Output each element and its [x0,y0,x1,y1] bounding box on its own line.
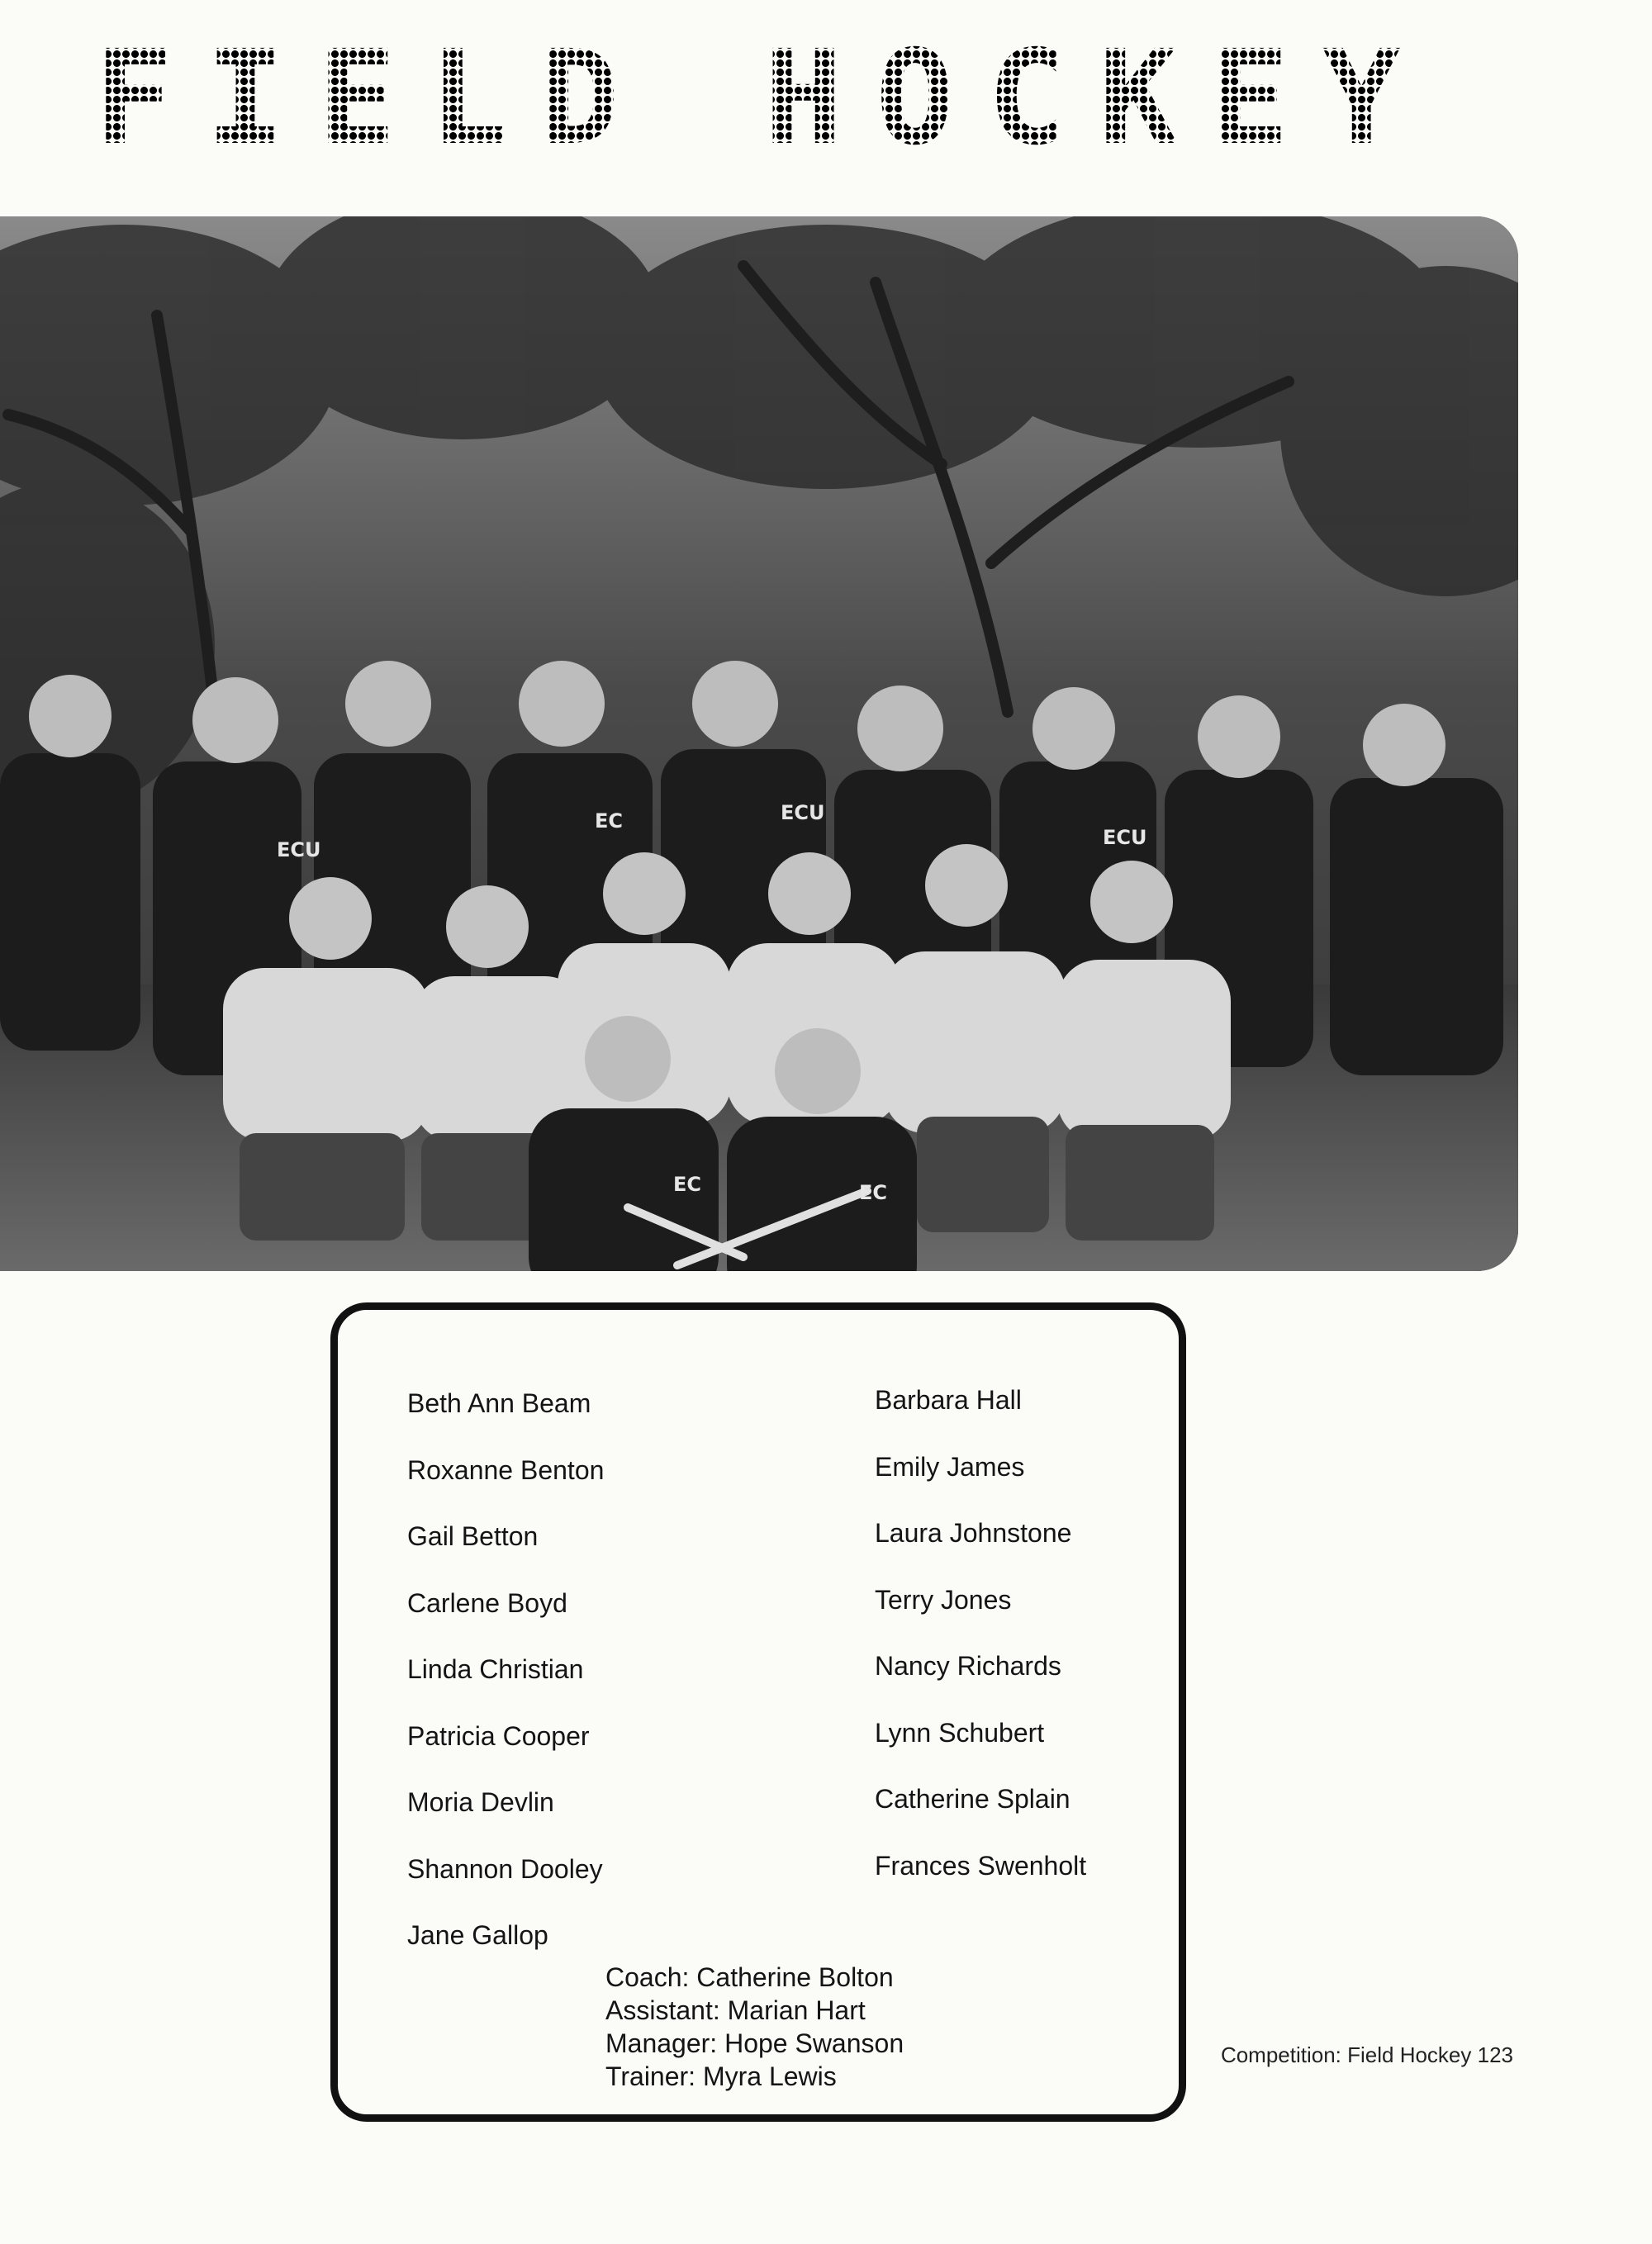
staff-coach: Coach: Catherine Bolton [605,1962,894,1992]
staff-assistant: Assistant: Marian Hart [605,1995,866,2025]
staff-list [605,1961,904,2093]
roster-name: Patricia Cooper [407,1720,590,1751]
staff-trainer: Trainer: Myra Lewis [605,2061,837,2091]
roster-name: Roxanne Benton [407,1454,605,1485]
jacket-letters: ECU [781,801,825,824]
jacket-letters: EC [859,1181,888,1204]
jacket-letters: EC [595,809,624,833]
staff-manager: Manager: Hope Swanson [605,2028,904,2058]
roster-box [330,1302,1186,2122]
page-footer: Competition: Field Hockey 123 [1220,2042,1513,2067]
roster-name: Nancy Richards [875,1651,1061,1681]
roster-name: Shannon Dooley [407,1853,603,1884]
jacket-letters: EC [673,1173,702,1196]
roster-name: Lynn Schubert [875,1717,1045,1748]
roster-name: Frances Swenholt [875,1850,1087,1881]
roster-name: Linda Christian [407,1654,584,1684]
roster-name: Catherine Splain [875,1784,1070,1814]
jacket-letters: ECU [277,838,321,861]
roster-name: Barbara Hall [875,1385,1022,1415]
team-photo [0,216,1518,1271]
page-title-text: FIELD HOCKEY [94,22,1434,174]
roster-left-column [407,1390,604,1989]
roster-name: Carlene Boyd [407,1587,567,1618]
roster-name: Terry Jones [875,1584,1012,1615]
roster-right-column [875,1387,1086,1919]
jacket-letters: ECU [1103,826,1147,849]
roster-name: Beth Ann Beam [407,1388,591,1418]
page-title [0,22,1528,174]
team-photo-image [0,216,1518,1271]
roster-name: Laura Johnstone [875,1518,1072,1548]
roster-name: Gail Betton [407,1521,539,1551]
roster-name: Moria Devlin [407,1787,554,1817]
roster-name: Emily James [875,1451,1025,1482]
roster-name: Jane Gallop [407,1920,548,1950]
